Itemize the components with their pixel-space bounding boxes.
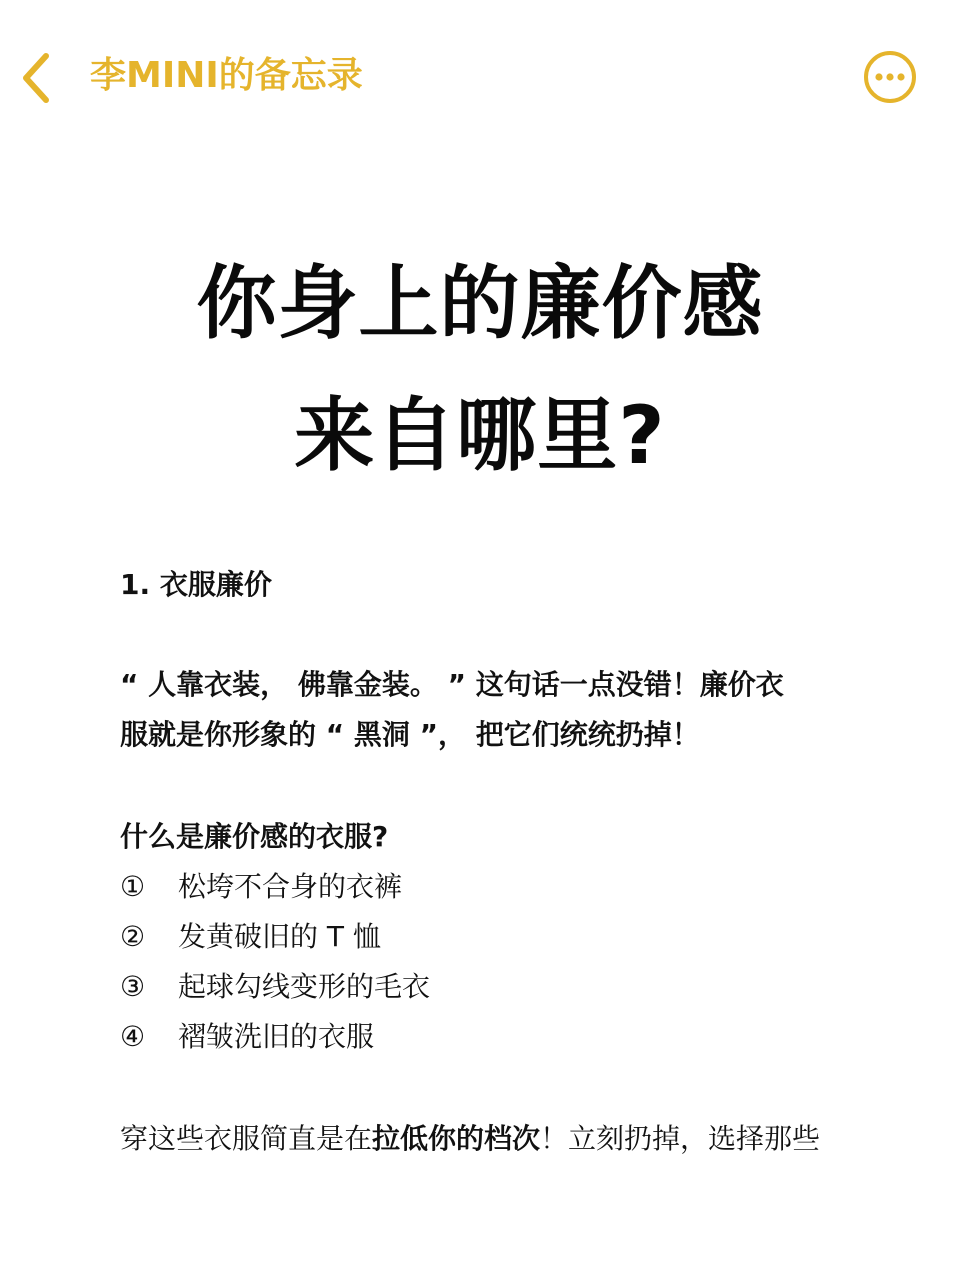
closing-text-end: ！立刻扔掉，选择那些 [540,1122,821,1155]
list-item-text: 松垮不合身的衣裤 [178,870,403,903]
quote-paragraph [120,660,860,760]
list-item-number: ④ [120,1020,146,1053]
list-item-text: 褶皱洗旧的衣服 [178,1020,375,1053]
closing-paragraph [120,1114,860,1164]
ellipsis-circle-icon [862,49,918,105]
more-options-button[interactable] [862,49,918,105]
list-item [120,912,860,962]
back-button[interactable] [14,50,58,106]
navigation-bar [0,0,960,150]
list-item-number: ② [120,920,146,953]
list-item-text: 发黄破旧的 T 恤 [178,920,381,953]
note-headline-line-1: 你身上的廉价感 [196,257,764,350]
closing-emphasis: 拉低你的档次 [372,1122,541,1155]
list-subheading: 什么是廉价感的衣服? [120,820,389,853]
note-headline-line-2: 来自哪里? [294,389,666,482]
list-item [120,862,860,912]
quote-paragraph-line-2: 服就是你形象的 “ 黑洞 ”， 把它们统统扔掉！ [120,718,700,751]
note-folder-title: 李MINI的备忘录 [90,55,363,96]
chevron-left-icon [14,50,58,106]
section-heading: 1. 衣服廉价 [120,568,272,601]
list-item-number: ① [120,870,146,903]
list-item [120,962,860,1012]
list-item [120,1012,860,1062]
closing-text-start: 穿这些衣服简直是在 [120,1122,373,1155]
list-item-text: 起球勾线变形的毛衣 [178,970,431,1003]
list-item-number: ③ [120,970,146,1003]
cheap-clothes-list [120,862,860,1062]
quote-paragraph-line-1: “ 人靠衣装， 佛靠金装。 ” 这句话一点没错！廉价衣 [120,668,784,701]
